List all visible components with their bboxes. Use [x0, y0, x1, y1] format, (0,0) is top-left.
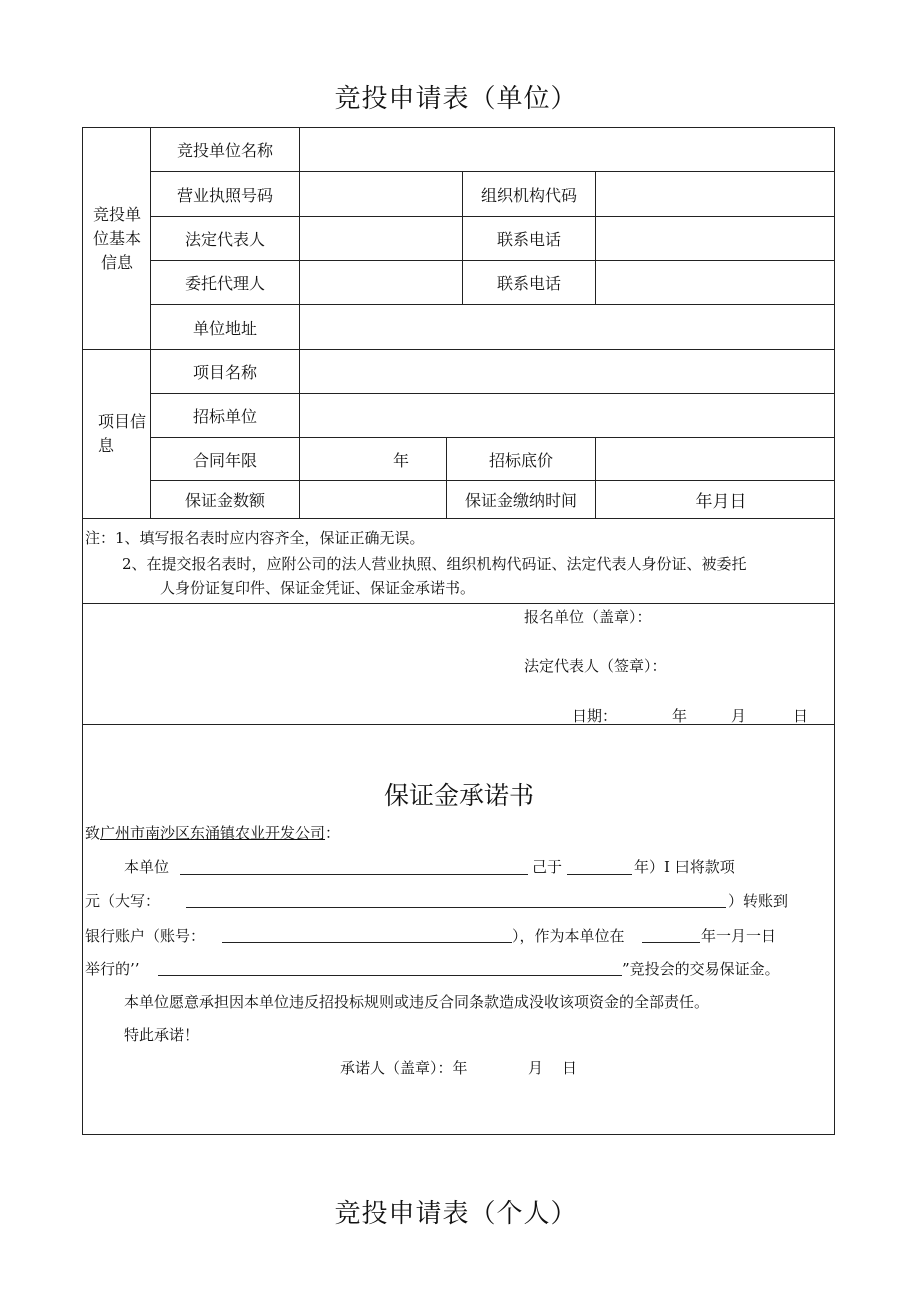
pledge-p4-b: ”竞投会的交易保证金。: [622, 960, 780, 978]
label-license-no: 营业执照号码: [176, 185, 273, 205]
label-project-name: 项目名称: [192, 363, 257, 382]
note-line-2: 2、在提交报名表时，应附公司的法人营业执照、组织机构代码证、法定代表人身份证、被委托: [122, 555, 747, 573]
blank-account-no[interactable]: [222, 942, 512, 943]
label-unit-name: 竞投单位名称: [176, 141, 273, 160]
pledge-p1-c: 年）I 曰将款项: [634, 858, 735, 876]
blank-event-year[interactable]: [642, 942, 700, 943]
label-contract-years: 合同年限: [192, 450, 257, 470]
pledge-sign-day: 日: [562, 1059, 578, 1077]
field-org-code[interactable]: [596, 172, 834, 216]
section-label-basic: 竞投单 位基本 信息: [92, 205, 141, 272]
pledge-signer: 承诺人（盖章）：年: [340, 1059, 468, 1077]
field-address[interactable]: [300, 305, 834, 349]
pledge-title: 保证金承诺书: [383, 781, 534, 810]
pledge-p4-a: 举行的’’: [85, 960, 140, 978]
next-form-title: 竞投申请表（个人）: [334, 1199, 578, 1229]
pledge-p6: 特此承诺！: [124, 1026, 200, 1044]
pledge-sign-month: 月: [528, 1059, 544, 1077]
label-address: 单位地址: [192, 318, 257, 338]
field-deposit-amount[interactable]: [300, 481, 446, 518]
unit-seal-label: 报名单位（盖章）：: [524, 608, 652, 626]
field-deposit-date[interactable]: 年月日: [695, 492, 747, 512]
date-day: 日: [793, 707, 809, 725]
recipient-company: 广州市南沙区东涌镇农业开发公司: [100, 824, 326, 842]
label-deposit-time: 保证金缴纳时间: [464, 491, 577, 510]
note-line-3: 人身份证复印件、保证金凭证、保证金承诺书。: [160, 579, 476, 597]
page-title: 竞投申请表（单位）: [334, 84, 578, 114]
blank-event-name[interactable]: [158, 975, 622, 976]
field-phone-1[interactable]: [596, 217, 834, 260]
date-year: 年: [672, 707, 688, 725]
pledge-p2-a: 元（大写：: [85, 892, 161, 910]
label-org-code: 组织机构代码: [480, 185, 577, 205]
field-contract-years[interactable]: [300, 438, 446, 480]
field-license-no[interactable]: [300, 172, 462, 216]
note-line-1: 注：1、填写报名表时应内容齐全，保证正确无误。: [85, 529, 425, 547]
pledge-p2-b: ）转账到: [728, 892, 789, 910]
field-base-price[interactable]: [596, 438, 834, 480]
rep-seal-label: 法定代表人（签章）：: [524, 657, 667, 675]
pledge-p3-a: 银行账户（账号：: [85, 927, 206, 945]
field-legal-rep[interactable]: [300, 217, 462, 260]
field-agent[interactable]: [300, 261, 462, 304]
date-month: 月: [731, 707, 747, 725]
pledge-p3-c: 年一月一日: [701, 927, 777, 945]
label-tender-unit: 招标单位: [192, 407, 257, 426]
label-phone-1: 联系电话: [496, 230, 561, 249]
pledge-p1-b: 己于: [532, 858, 563, 876]
label-agent: 委托代理人: [184, 274, 265, 293]
label-deposit-amount: 保证金数额: [184, 491, 265, 510]
field-project-name[interactable]: [300, 350, 834, 393]
pledge-p5: 本单位愿意承担因本单位违反招投标规则或违反合同条款造成没收该项资金的全部责任。: [124, 993, 710, 1011]
blank-paid-year[interactable]: [567, 874, 632, 875]
label-phone-2: 联系电话: [496, 274, 561, 293]
label-legal-rep: 法定代表人: [184, 230, 265, 249]
field-phone-2[interactable]: [596, 261, 834, 304]
label-base-price: 招标底价: [488, 450, 553, 470]
pledge-p1-a: 本单位: [124, 858, 170, 876]
date-label: 日期：: [572, 707, 618, 725]
section-label-project: 项目信 息: [98, 412, 147, 455]
field-unit-name[interactable]: [300, 128, 834, 171]
year-unit: 年: [392, 450, 409, 470]
blank-amount-words[interactable]: [186, 907, 726, 908]
pledge-p3-b: ），作为本单位在: [512, 927, 625, 945]
blank-unit-name[interactable]: [180, 874, 528, 875]
field-tender-unit[interactable]: [300, 394, 834, 437]
pledge-recipient: 致广州市南沙区东涌镇农业开发公司：: [85, 824, 341, 842]
